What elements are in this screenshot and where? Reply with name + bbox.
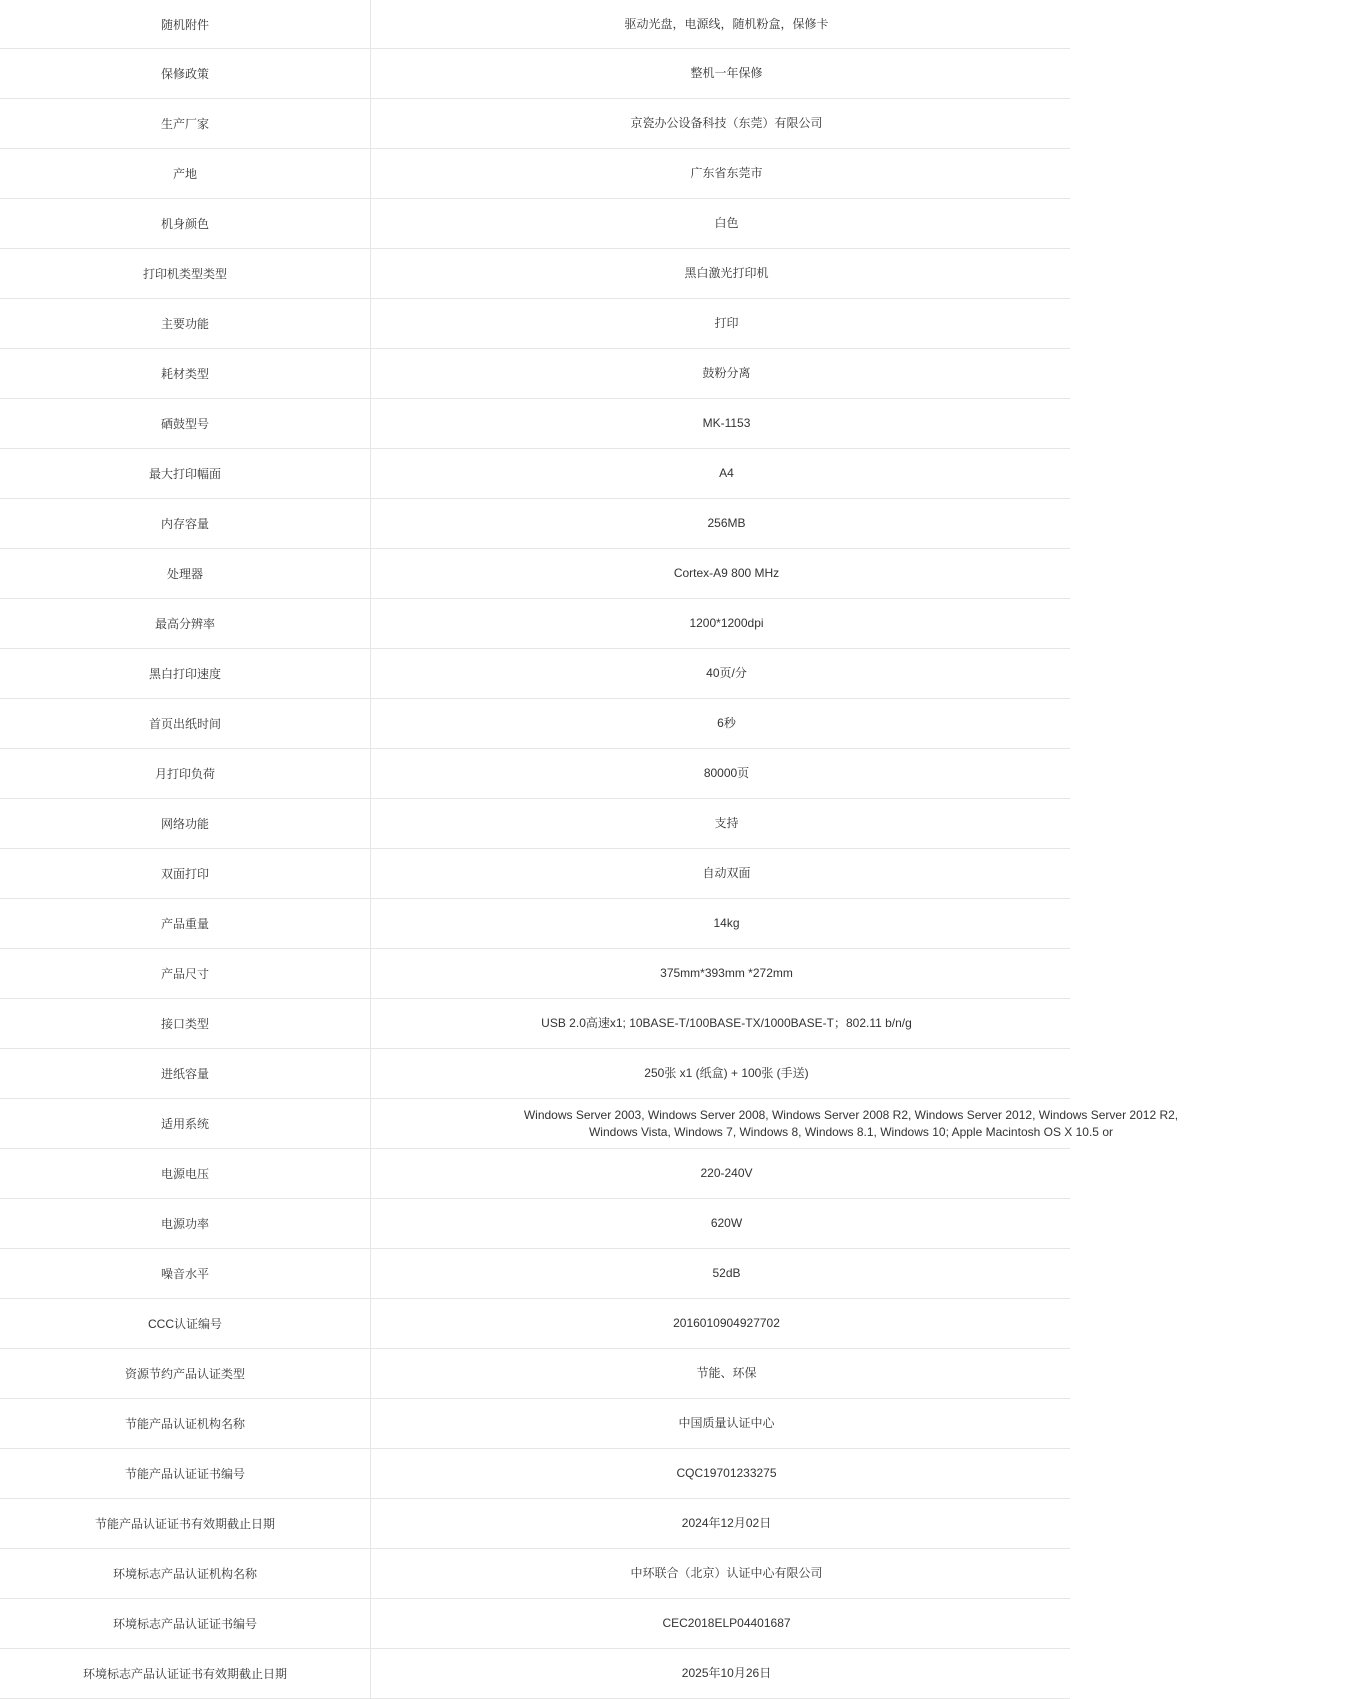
spec-key: 网络功能 bbox=[0, 799, 371, 848]
spec-row bbox=[0, 499, 1070, 549]
spec-row bbox=[0, 1499, 1070, 1549]
spec-key: 最高分辨率 bbox=[0, 599, 371, 648]
spec-value: 鼓粉分离 bbox=[702, 366, 751, 380]
spec-value: 620W bbox=[710, 1216, 743, 1230]
spec-value: 40页/分 bbox=[706, 666, 747, 680]
spec-row bbox=[0, 1599, 1070, 1649]
spec-key: 随机附件 bbox=[0, 0, 371, 48]
spec-key: 进纸容量 bbox=[0, 1049, 371, 1098]
spec-value: USB 2.0高速x1; 10BASE-T/100BASE-TX/1000BASE-T；802.11 b/n/g bbox=[541, 1016, 912, 1030]
spec-key: 黑白打印速度 bbox=[0, 649, 371, 698]
spec-row bbox=[0, 1049, 1070, 1099]
spec-row bbox=[0, 199, 1070, 249]
spec-row bbox=[0, 749, 1070, 799]
spec-key: 硒鼓型号 bbox=[0, 399, 371, 448]
spec-row bbox=[0, 349, 1070, 399]
spec-value: 打印 bbox=[714, 316, 739, 330]
spec-row bbox=[0, 699, 1070, 749]
spec-key: 资源节约产品认证类型 bbox=[0, 1349, 371, 1398]
spec-key: 电源电压 bbox=[0, 1149, 371, 1198]
spec-value: 250张 x1 (纸盒) + 100张 (手送) bbox=[644, 1066, 809, 1080]
spec-value: 节能、环保 bbox=[696, 1366, 757, 1380]
spec-row bbox=[0, 799, 1070, 849]
spec-row bbox=[0, 399, 1070, 449]
spec-row bbox=[0, 649, 1070, 699]
spec-value: 6秒 bbox=[717, 716, 736, 730]
spec-key: 产品尺寸 bbox=[0, 949, 371, 998]
spec-value bbox=[371, 1099, 1179, 1148]
spec-key: 最大打印幅面 bbox=[0, 449, 371, 498]
spec-value: 52dB bbox=[712, 1266, 741, 1280]
spec-row bbox=[0, 1649, 1070, 1699]
spec-row bbox=[0, 1449, 1070, 1499]
spec-value: 中国质量认证中心 bbox=[678, 1416, 775, 1430]
spec-key: 打印机类型类型 bbox=[0, 249, 371, 298]
spec-row bbox=[0, 99, 1070, 149]
spec-row bbox=[0, 849, 1070, 899]
spec-row bbox=[0, 949, 1070, 999]
spec-key: 噪音水平 bbox=[0, 1249, 371, 1298]
spec-value: 220-240V bbox=[700, 1166, 753, 1180]
spec-key: 环境标志产品认证证书有效期截止日期 bbox=[0, 1649, 371, 1698]
spec-row bbox=[0, 899, 1070, 949]
spec-value: 2025年10月26日 bbox=[681, 1666, 772, 1680]
spec-key: 产品重量 bbox=[0, 899, 371, 948]
spec-key: 机身颜色 bbox=[0, 199, 371, 248]
spec-value: 黑白激光打印机 bbox=[684, 266, 769, 280]
spec-key: 耗材类型 bbox=[0, 349, 371, 398]
spec-key: 电源功率 bbox=[0, 1199, 371, 1248]
spec-row bbox=[0, 149, 1070, 199]
spec-row bbox=[0, 1549, 1070, 1599]
spec-row bbox=[0, 299, 1070, 349]
spec-key: 处理器 bbox=[0, 549, 371, 598]
spec-key: 生产厂家 bbox=[0, 99, 371, 148]
spec-value: 广东省东莞市 bbox=[690, 166, 763, 180]
spec-row bbox=[0, 1349, 1070, 1399]
spec-row bbox=[0, 549, 1070, 599]
spec-row bbox=[0, 1199, 1070, 1249]
spec-value: 驱动光盘，电源线，随机粉盒，保修卡 bbox=[624, 16, 829, 31]
spec-value: 京瓷办公设备科技（东莞）有限公司 bbox=[630, 116, 823, 130]
spec-value: 1200*1200dpi bbox=[689, 616, 764, 630]
spec-value: 2024年12月02日 bbox=[681, 1516, 772, 1530]
spec-value: Cortex-A9 800 MHz bbox=[673, 566, 780, 580]
spec-value: 中环联合（北京）认证中心有限公司 bbox=[630, 1566, 823, 1580]
spec-value: CEC2018ELP04401687 bbox=[662, 1616, 791, 1630]
spec-value: 14kg bbox=[713, 916, 740, 930]
spec-row bbox=[0, 1099, 1179, 1149]
spec-value: 375mm*393mm *272mm bbox=[660, 966, 793, 980]
spec-key: 接口类型 bbox=[0, 999, 371, 1048]
spec-value: 2016010904927702 bbox=[673, 1316, 780, 1330]
spec-row bbox=[0, 599, 1070, 649]
spec-value: 80000页 bbox=[703, 766, 750, 780]
spec-value: CQC19701233275 bbox=[676, 1466, 777, 1480]
spec-key: 月打印负荷 bbox=[0, 749, 371, 798]
spec-row bbox=[0, 249, 1070, 299]
spec-key: 保修政策 bbox=[0, 49, 371, 98]
spec-key: 内存容量 bbox=[0, 499, 371, 548]
spec-key: 环境标志产品认证机构名称 bbox=[0, 1549, 371, 1598]
spec-row bbox=[0, 1249, 1070, 1299]
spec-row bbox=[0, 999, 1070, 1049]
spec-value-line: Windows Server 2003, Windows Server 2008, Windows Server 2008 R2, Windows Server 2012, Windows Server 2012 R2, bbox=[523, 1107, 1179, 1122]
spec-key: 双面打印 bbox=[0, 849, 371, 898]
spec-row bbox=[0, 49, 1070, 99]
spec-key: CCC认证编号 bbox=[0, 1299, 371, 1348]
spec-value: 白色 bbox=[714, 216, 739, 230]
spec-row bbox=[0, 1399, 1070, 1449]
spec-value: A4 bbox=[719, 466, 734, 480]
spec-value: 整机一年保修 bbox=[690, 66, 763, 80]
spec-key: 环境标志产品认证证书编号 bbox=[0, 1599, 371, 1648]
spec-value: 支持 bbox=[714, 816, 739, 830]
spec-key: 适用系统 bbox=[0, 1099, 371, 1148]
spec-key: 主要功能 bbox=[0, 299, 371, 348]
spec-key: 产地 bbox=[0, 149, 371, 198]
spec-key: 节能产品认证机构名称 bbox=[0, 1399, 371, 1448]
spec-key: 节能产品认证证书有效期截止日期 bbox=[0, 1499, 371, 1548]
spec-value: 自动双面 bbox=[702, 866, 751, 880]
spec-value: MK-1153 bbox=[702, 416, 751, 430]
spec-row bbox=[0, 0, 1070, 49]
spec-value-line: Windows Vista, Windows 7, Windows 8, Windows 8.1, Windows 10; Apple Macintosh OS X 10.5 or bbox=[588, 1124, 1113, 1139]
spec-key: 节能产品认证证书编号 bbox=[0, 1449, 371, 1498]
spec-row bbox=[0, 449, 1070, 499]
spec-row bbox=[0, 1149, 1070, 1199]
spec-value: 256MB bbox=[707, 516, 746, 530]
spec-row bbox=[0, 1299, 1070, 1349]
spec-key: 首页出纸时间 bbox=[0, 699, 371, 748]
